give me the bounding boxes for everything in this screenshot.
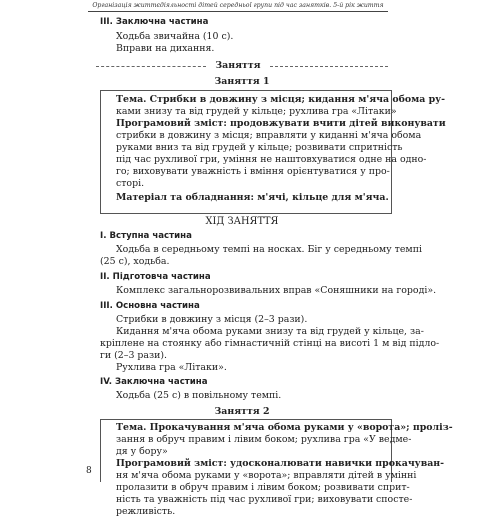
- breathing-line: Вправи на дихання.: [116, 43, 215, 54]
- lessons-banner: Заняття: [215, 60, 261, 71]
- lesson-2-goals-line: Програмовий зміст: удосконалювати навички прокачуван-: [116, 458, 445, 469]
- prep-part-heading: II. Підготовча частина: [100, 272, 211, 282]
- closing-part-heading: IV. Заключна частина: [100, 377, 208, 387]
- main-part-heading: III. Основна частина: [100, 301, 200, 311]
- lesson-1-goals-line: Програмовий зміст: продовжувати вчити дітей виконувати: [116, 118, 446, 129]
- page-number: 8: [86, 466, 92, 476]
- banner-rule-right: [270, 66, 388, 67]
- running-header: Організація життєдіяльності дітей середньої групи під час занятків. 5-й рік життя: [92, 2, 384, 9]
- lesson-1-box-line: сторі.: [116, 178, 145, 189]
- main-part-line: Рухлива гра «Літаки».: [116, 362, 227, 373]
- header-rule: [88, 11, 388, 12]
- main-part-line: ги (2–3 рази).: [100, 350, 167, 361]
- lesson-2-box-line: ність та уважність під час рухливої гри; виховувати спосте-: [116, 494, 413, 505]
- course-title: ХІД ЗАНЯТТЯ: [205, 216, 279, 227]
- lesson-2-box-line: режливість.: [116, 506, 176, 517]
- lesson-2-topic-line: Тема. Прокачування м'яча обома руками у «ворота»; проліз-: [116, 422, 453, 433]
- lesson-1-title: Заняття 1: [214, 76, 270, 87]
- final-part-heading: III. Заключна частина: [100, 17, 209, 27]
- lesson-1-box-line: стрибки в довжину з місця; вправляти у киданні м'яча обома: [116, 130, 422, 141]
- main-part-line: Стрибки в довжину з місця (2–3 рази).: [116, 314, 308, 325]
- lesson-2-box-line: ня м'яча обома руками у «ворота»; вправляти дітей в умінні: [116, 470, 417, 481]
- lesson-2-box-line: пролазити в обруч правим і лівим боком; розвивати сприт-: [116, 482, 410, 493]
- walking-line: Ходьба звичайна (10 с).: [116, 31, 234, 42]
- lesson-1-topic-line: Тема. Стрибки в довжину з місця; кидання м'яча обома ру-: [116, 94, 446, 105]
- lesson-2-box-line: зання в обруч правим і лівим боком; рухлива гра «У ведме-: [116, 434, 412, 445]
- banner-rule-left: [96, 66, 206, 67]
- lesson-2-title: Заняття 2: [214, 406, 270, 417]
- intro-part-line: Ходьба в середньому темпі на носках. Біг у середньому темпі: [116, 244, 422, 255]
- closing-part-line: Ходьба (25 с) в повільному темпі.: [116, 390, 282, 401]
- intro-part-heading: I. Вступна частина: [100, 231, 192, 241]
- lesson-2-box-line: дя у бору»: [116, 446, 168, 457]
- main-part-line: Кидання м'яча обома руками знизу та від грудей у кільце, за-: [116, 326, 424, 337]
- main-part-line: кріплене на стоянку або гімнастичній стінці на висоті 1 м від підло-: [100, 338, 440, 349]
- lesson-1-box-line: під час рухливої гри, уміння не наштовхуватися одне на одно-: [116, 154, 427, 165]
- lesson-1-box-line: го; виховувати уважність і вміння орієнтуватися у про-: [116, 166, 390, 177]
- lesson-1-materials-line: Матеріал та обладнання: м'ячі, кільце для м'яча.: [116, 192, 389, 203]
- intro-part-line: (25 с), ходьба.: [100, 256, 170, 267]
- prep-part-line: Комплекс загальнорозвивальних вправ «Соняшники на городі».: [116, 285, 437, 296]
- lesson-1-box-line: ками знизу та від грудей у кільце; рухлива гра «Літаки»: [116, 106, 397, 117]
- lesson-1-box-line: руками вниз та від грудей у кільце; розвивати спритність: [116, 142, 403, 153]
